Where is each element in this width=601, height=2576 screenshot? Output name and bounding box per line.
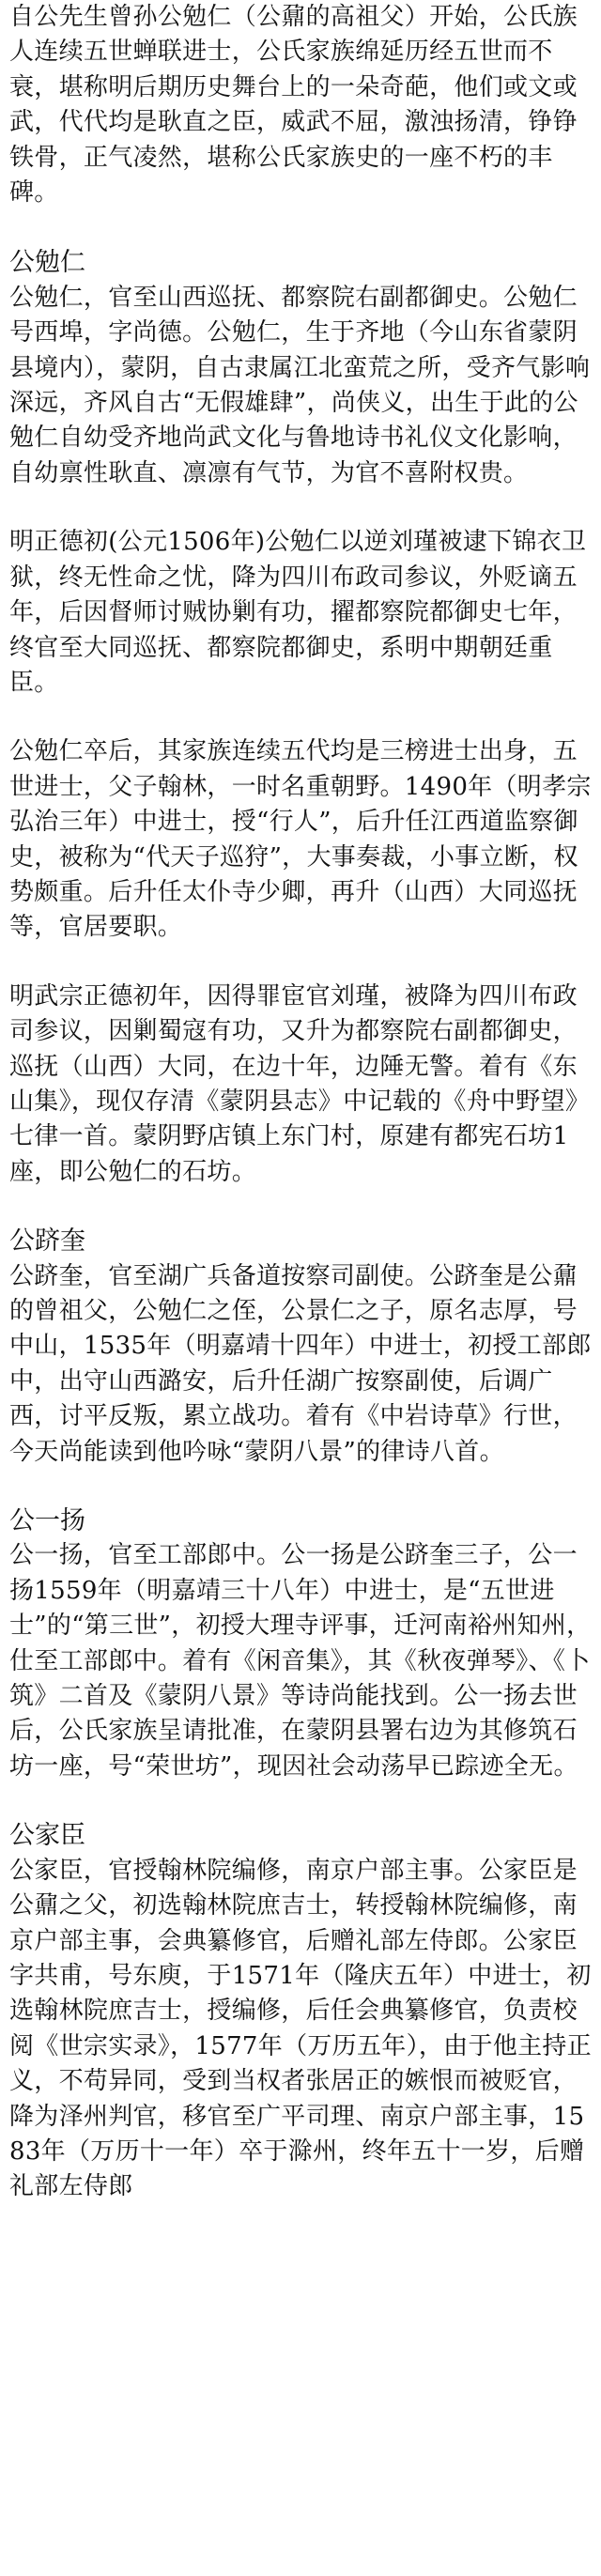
section-heading: 公家臣 (9, 1821, 85, 1851)
section-gong-yiyang (9, 1504, 592, 1784)
body-paragraph: 公跻奎，官至湖广兵备道按察司副使。公跻奎是公鼐的曾祖父，公勉仁之侄，公景仁之子，原名志厚，号中山，1535年（明嘉靖十四年）中进士，初授工部郎中，出守山西潞安，后升任湖广按察副使，后调广西，讨平反叛，累立战功。着有《中岩诗草》行世，今天尚能读到他吟咏“蒙阴八景”的律诗八首。 (9, 1261, 592, 1466)
section-gong-mianren (9, 245, 592, 1190)
section-gong-jiachen (9, 1818, 592, 2204)
body-paragraph: 公一扬，官至工部郎中。公一扬是公跻奎三子，公一扬1559年（明嘉靖三十八年）中进士，是“五世进士”的“第三世”，初授大理寺评事，迁河南裕州知州，仕至工部郎中。着有《闲音集》，其《秋夜弹琴》、《卜筑》二首及《蒙阴八景》等诗尚能找到。公一扬去世后，公氏家族呈请批准，在蒙阴县署右边为其修筑石坊一座，号“荣世坊”，现因社会动荡早已踪迹全无。 (9, 1541, 592, 1781)
section-gong-jikui (9, 1224, 592, 1470)
body-paragraph: 明武宗正德初年，因得罪宦官刘瑾，被降为四川布政司参议，因剿蜀寇有功，又升为都察院右副都御史，巡抚（山西）大同，在边十年，边陲无警。着有《东山集》，现仅存清《蒙阴县志》中记载的《舟中野望》七律一首。蒙阴野店镇上东门村，原建有都宪石坊1座，即公勉仁的石坊。 (9, 981, 591, 1186)
body-paragraph: 公勉仁，官至山西巡抚、都察院右副都御史。公勉仁号西埠，字尚德。公勉仁，生于齐地（今山东省蒙阴县境内），蒙阴，自古隶属江北蛮荒之所，受齐气影响深远，齐风自古“无假雄肆”，尚侠义，出生于此的公勉仁自幼受齐地尚武文化与鲁地诗书礼仪文化影响，自幼禀性耿直、凛凛有气节，为官不喜附权贵。 (9, 283, 591, 487)
body-paragraph: 明正德初(公元1506年)公勉仁以逆刘瑾被逮下锦衣卫狱，终无性命之忧，降为四川布政司参议，外贬谪五年，后因督师讨贼协剿有功，擢都察院都御史七年，终官至大同巡抚、都察院都御史，系明中期朝廷重臣。 (9, 528, 587, 697)
section-heading: 公一扬 (9, 1506, 85, 1536)
section-heading: 公跻奎 (9, 1226, 85, 1257)
section-heading: 公勉仁 (9, 248, 85, 278)
intro-paragraph: 自公先生曾孙公勉仁（公鼐的高祖父）开始，公氏族人连续五世蝉联进士，公氏家族绵延历经五世而不衰，堪称明后期历史舞台上的一朵奇葩，他们或文或武，代代均是耿直之臣，威武不屈，激浊扬清，铮铮铁骨，正气凌然，堪称公氏家族史的一座不朽的丰碑。 (9, 3, 578, 208)
body-paragraph: 公家臣，官授翰林院编修，南京户部主事。公家臣是公鼐之父，初选翰林院庶吉士，转授翰林院编修，南京户部主事，会典纂修官，后赠礼部左侍郎。公家臣字共甫，号东庾，于1571年（隆庆五年）中进士，初选翰林院庶吉士，授编修，后任会典纂修官，负责校阅《世宗实录》，1577年（万历五年），由于他主持正义，不苟异同，受到当权者张居正的嫉恨而被贬官，降为泽州判官，移官至广平司理、南京户部主事，1583年（万历十一年）卒于滁州，终年五十一岁，后赠礼部左侍郎 (9, 1856, 592, 2201)
body-paragraph: 公勉仁卒后，其家族连续五代均是三榜进士出身，五世进士，父子翰林，一时名重朝野。1490年（明孝宗弘治三年）中进士，授“行人”，后升任江西道监察御史，被称为“代天子巡狩”，大事奏裁，小事立断，权势颇重。后升任太仆寺少卿，再升（山西）大同巡抚等，官居要职。 (9, 737, 592, 942)
